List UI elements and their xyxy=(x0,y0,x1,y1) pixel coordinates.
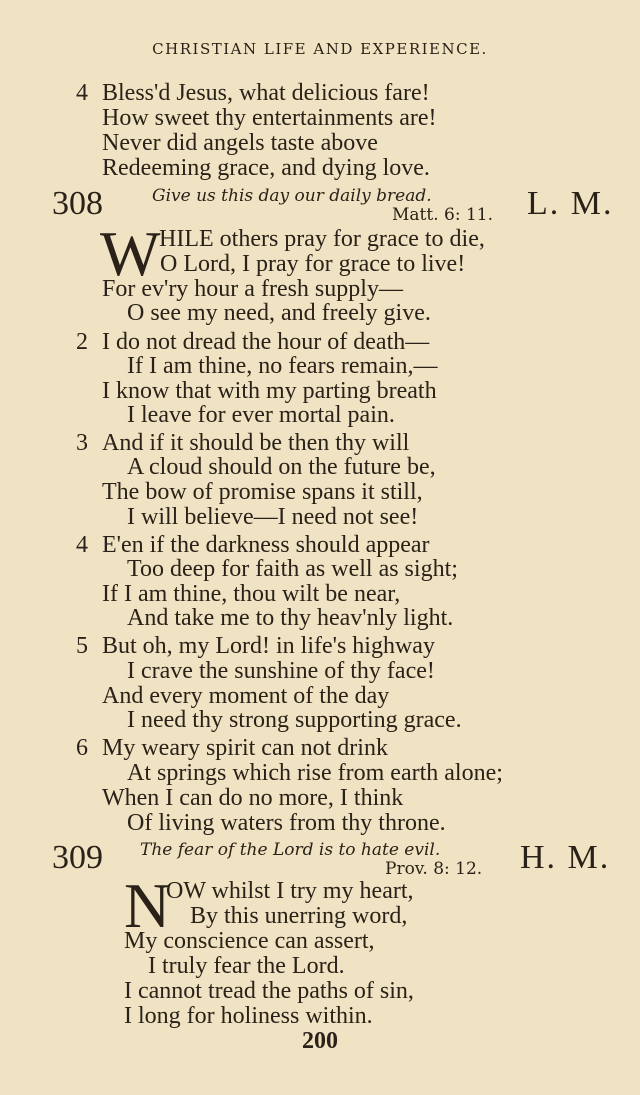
stanza-number: 3 xyxy=(76,430,88,456)
verse-line: And every moment of the day xyxy=(102,683,390,709)
verse-line: I long for holiness within. xyxy=(124,1003,373,1029)
meter: H. M. xyxy=(520,839,611,876)
hymn-title: Give us this day our daily bread. xyxy=(152,186,432,206)
verse-line: How sweet thy entertainments are! xyxy=(102,105,437,131)
verse-line: OW whilst I try my heart, xyxy=(166,878,414,904)
verse-line: My weary spirit can not drink xyxy=(102,735,388,761)
verse-line: By this unerring word, xyxy=(190,903,408,929)
verse-line: O see my need, and freely give. xyxy=(127,300,431,326)
verse-line: And if it should be then thy will xyxy=(102,430,410,456)
verse-line: If I am thine, thou wilt be near, xyxy=(102,581,401,607)
verse-line: And take me to thy heav'nly light. xyxy=(127,605,454,631)
verse-line: E'en if the darkness should appear xyxy=(102,532,430,558)
stanza-number: 6 xyxy=(76,735,88,761)
verse-line: My conscience can assert, xyxy=(124,928,375,954)
verse-line: Never did angels taste above xyxy=(102,130,378,156)
verse-line: I crave the sunshine of thy face! xyxy=(127,658,435,684)
verse-line: When I can do no more, I think xyxy=(102,785,404,811)
verse-line: I will believe—I need not see! xyxy=(127,504,419,530)
running-head: CHRISTIAN LIFE AND EXPERIENCE. xyxy=(152,40,488,58)
verse-line: At springs which rise from earth alone; xyxy=(127,760,503,786)
scripture-reference: Prov. 8: 12. xyxy=(385,859,483,879)
scripture-reference: Matt. 6: 11. xyxy=(392,205,493,225)
verse-line: I leave for ever mortal pain. xyxy=(127,402,395,428)
verse-line: I truly fear the Lord. xyxy=(148,953,345,979)
stanza-number: 5 xyxy=(76,633,88,659)
verse-line: A cloud should on the future be, xyxy=(127,454,436,480)
verse-line: If I am thine, no fears remain,— xyxy=(127,353,438,379)
drop-cap: N xyxy=(124,870,171,941)
verse-line: But oh, my Lord! in life's highway xyxy=(102,633,435,659)
verse-line: I need thy strong supporting grace. xyxy=(127,707,462,733)
verse-line: Redeeming grace, and dying love. xyxy=(102,155,430,181)
stanza-number: 4 xyxy=(76,80,88,106)
verse-line: I know that with my parting breath xyxy=(102,378,437,404)
stanza-number: 2 xyxy=(76,329,88,355)
hymn-title: The fear of the Lord is to hate evil. xyxy=(140,840,441,860)
hymn-number: 308 xyxy=(52,185,103,222)
hymn-number: 309 xyxy=(52,839,103,876)
verse-line: I cannot tread the paths of sin, xyxy=(124,978,414,1004)
verse-line: Of living waters from thy throne. xyxy=(127,810,446,836)
verse-line: O Lord, I pray for grace to live! xyxy=(160,251,466,277)
verse-line: For ev'ry hour a fresh supply— xyxy=(102,276,403,302)
verse-line: Too deep for faith as well as sight; xyxy=(127,556,458,582)
stanza-number: 4 xyxy=(76,532,88,558)
verse-line: I do not dread the hour of death— xyxy=(102,329,430,355)
meter: L. M. xyxy=(527,185,614,222)
drop-cap: W xyxy=(100,218,161,289)
page-number: 200 xyxy=(302,1028,338,1054)
verse-line: Bless'd Jesus, what delicious fare! xyxy=(102,80,430,106)
verse-line: HILE others pray for grace to die, xyxy=(159,226,485,252)
verse-line: The bow of promise spans it still, xyxy=(102,479,423,505)
